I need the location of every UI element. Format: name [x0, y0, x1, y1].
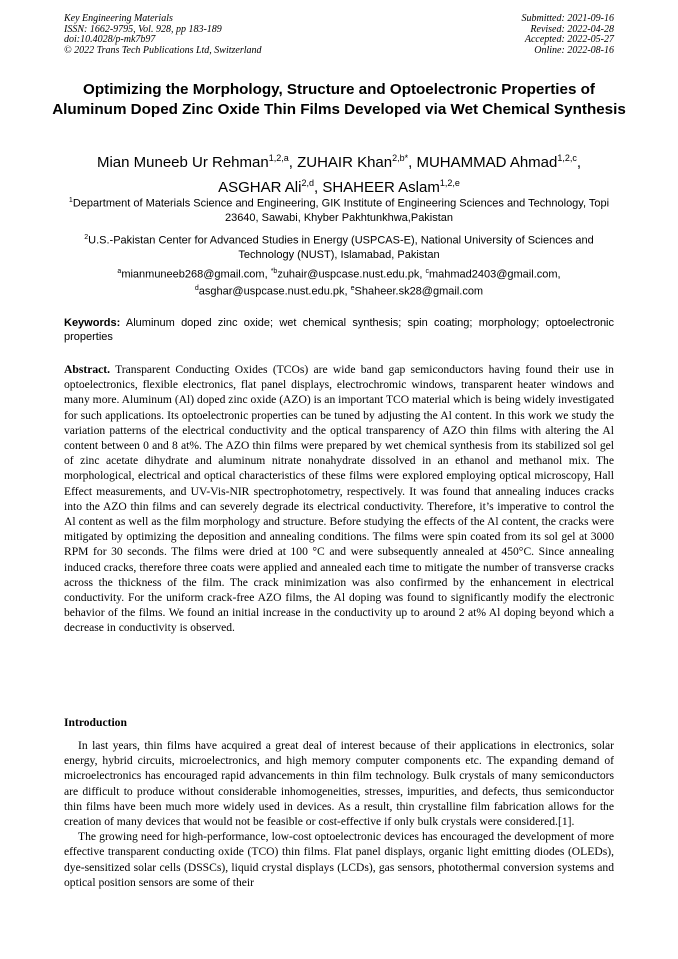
author-affiliation-marker: 1,2,a: [268, 153, 289, 163]
affiliation-text: Department of Materials Science and Engineering, GIK Institute of Engineering Sciences and Technology, Topi 23640, Sawabi, Khyber Pakhtunkhwa,Pakistan: [72, 197, 610, 224]
author-name: ASGHAR Ali: [218, 179, 302, 196]
doi-line: doi:10.4028/p-mk7b97: [64, 34, 156, 46]
author-name: Mian Muneeb Ur Rehman: [96, 154, 269, 171]
affiliation: [64, 231, 614, 262]
email-marker: *b: [270, 268, 278, 275]
author-name: MUHAMMAD Ahmad: [416, 154, 558, 171]
email-link[interactable]: zuhair@uspcase.nust.edu.pk: [277, 268, 420, 281]
author-affiliation-marker: 2,d: [301, 178, 314, 188]
affiliation: [64, 194, 614, 225]
author-affiliation-marker: 1,2,e: [439, 178, 460, 188]
author-affiliation-marker: 2,b*: [392, 153, 409, 163]
issn-line: ISSN: 1662-9795, Vol. 928, pp 183-189: [64, 23, 222, 35]
abstract-label: Abstract.: [64, 363, 111, 376]
accepted-date: Accepted: 2022-05-27: [524, 34, 614, 46]
email-marker: a: [117, 268, 122, 275]
paragraph: In last years, thin films have acquired a great deal of interest because of their applications in electronics, solar energy, hybrid circuits, microelectronics, and high memory computer components etc. The expanding demand of microelectronics has encouraged rapid advancements in thin film technology. Bulk crystals of many semiconductors are difficult to produce without considerable inhomogeneities, stresses, impurities, and defects, thus semiconductor thin films have been much more widely used in devices. As a result, thin crystalline film fabrication allows for the creation of many devices that would not be feasible or cost-effective if only bulk crystals were considered.[1].: [64, 739, 614, 829]
email-marker: c: [425, 268, 429, 275]
section-heading-introduction: Introduction: [64, 716, 127, 729]
email-link[interactable]: mianmuneeb268@gmail.com: [121, 268, 265, 281]
abstract: [64, 362, 614, 636]
email-link[interactable]: Shaheer.sk28@gmail.com: [354, 285, 484, 298]
online-date: Online: 2022-08-16: [534, 44, 614, 56]
author-name: SHAHEER Aslam: [322, 179, 440, 196]
submitted-date: Submitted: 2021-09-16: [521, 13, 614, 24]
copyright-line: © 2022 Trans Tech Publications Ltd, Switzerland: [64, 44, 262, 56]
keywords: [64, 316, 614, 344]
introduction-body: [64, 738, 614, 890]
revised-date: Revised: 2022-04-28: [530, 23, 614, 35]
keywords-text: Aluminum doped zinc oxide; wet chemical synthesis; spin coating; morphology; optoelectronic properties: [64, 317, 615, 343]
email-marker: d: [194, 284, 199, 292]
author-list: Mian Muneeb Ur Rehman$^{1,2,a}$, ZUHAIR Khan$^{2,b*}$, MUHAMMAD Ahmad$^{1,2,c}$, ASGHAR Ali$^{2,d}$, SHAHEER Aslam$^{1,2,e}$: [96, 153, 582, 196]
author-name: ZUHAIR Khan: [297, 154, 393, 171]
email-marker: e: [350, 284, 355, 292]
author-emails: $^a$mianmuneeb268@gmail.com, $^{*b}$zuhair@uspcase.nust.edu.pk, $^c$mahmad2403@gmail.com, $^d$asghar@uspcase.nust.edu.pk, $^e$Shaheer.sk28@gmail.com: [117, 268, 561, 298]
affiliation-text: U.S.-Pakistan Center for Advanced Studies in Energy (USPCAS-E), National University of Sciences and Technology (NUST), Islamabad, Pakistan: [88, 234, 594, 261]
email-link[interactable]: asghar@uspcase.nust.edu.pk: [198, 285, 345, 298]
publication-dates: [522, 14, 615, 56]
affiliation-marker: 1: [68, 197, 73, 204]
keywords-label: Keywords:: [64, 317, 121, 329]
paper-title: Optimizing the Morphology, Structure and Optoelectronic Properties of Aluminum Doped Zinc Oxide Thin Films Developed via Wet Chemical Synthesis: [52, 81, 626, 118]
author-affiliation-marker: 1,2,c: [557, 153, 577, 163]
affiliation-marker: 2: [84, 234, 89, 241]
journal-info: [64, 14, 262, 56]
abstract-text: Transparent Conducting Oxides (TCOs) are wide band gap semiconductors having found their use in optoelectronics, flexible electronics, flat panel displays, electrochromic windows, transparent heater windows and many more. Aluminum (Al) doped zinc oxide (AZO) is an important TCO material which is being widely investigated for such applications. Its optoelectronic properties can be tuned by adjusting the Al content. In this work we study the variation patterns of the electrical conductivity and the optical transparency of AZO thin films with altering the Al content between 0 and 8 at%. The AZO thin films were prepared by wet chemical synthesis from its stabilized sol gel of zinc acetate dihydrate and aluminum nitrate nonahydrate dissolved in an ethanol and methanol mix. The morphological, electrical and optical characteristics of these films were explored employing optical microscopy, Hall Effect measurements, and UV-Vis-NIR spectrophotometry, respectively. It was found that annealing induces cracks into the AZO thin films and can severely degrade its electrical conductivity. Therefore, it’s imperative to control the Al content as well as the film morphology and structure. Before studying the effects of the Al content, the cracks were mitigated by optimizing the deposition and annealing conditions. The films were spin coated from its sol gel at 3000 RPM for 30 seconds. The films were dried at 100 °C and were subsequently annealed at 450°C. Since annealing induced cracks, therefore three coats were applied and annealed each time to mitigate the number of transverse cracks across the thickness of the film. The crack minimization was also confirmed by the enhancement in electrical conductivity. For the uniform crack-free AZO films, the Al doping was found to significantly modify the electronic behavior of the films. We found an initial increase in the conductivity up to around 2 at% Al doping beyond which a decrease in conductivity is observed.: [64, 363, 614, 635]
email-link[interactable]: mahmad2403@gmail.com: [428, 268, 558, 281]
journal-name: Key Engineering Materials: [64, 13, 173, 24]
paragraph: The growing need for high-performance, low-cost optoelectronic devices has encouraged the development of more effective transparent conducting oxide (TCO) thin films. Flat panel displays, organic light emitting diodes (OLEDs), dye-sensitized solar cells (DSSCs), liquid crystal displays (LCDs), gas sensors, photothermal conversion systems and optical position sensors are some of their: [64, 830, 614, 889]
